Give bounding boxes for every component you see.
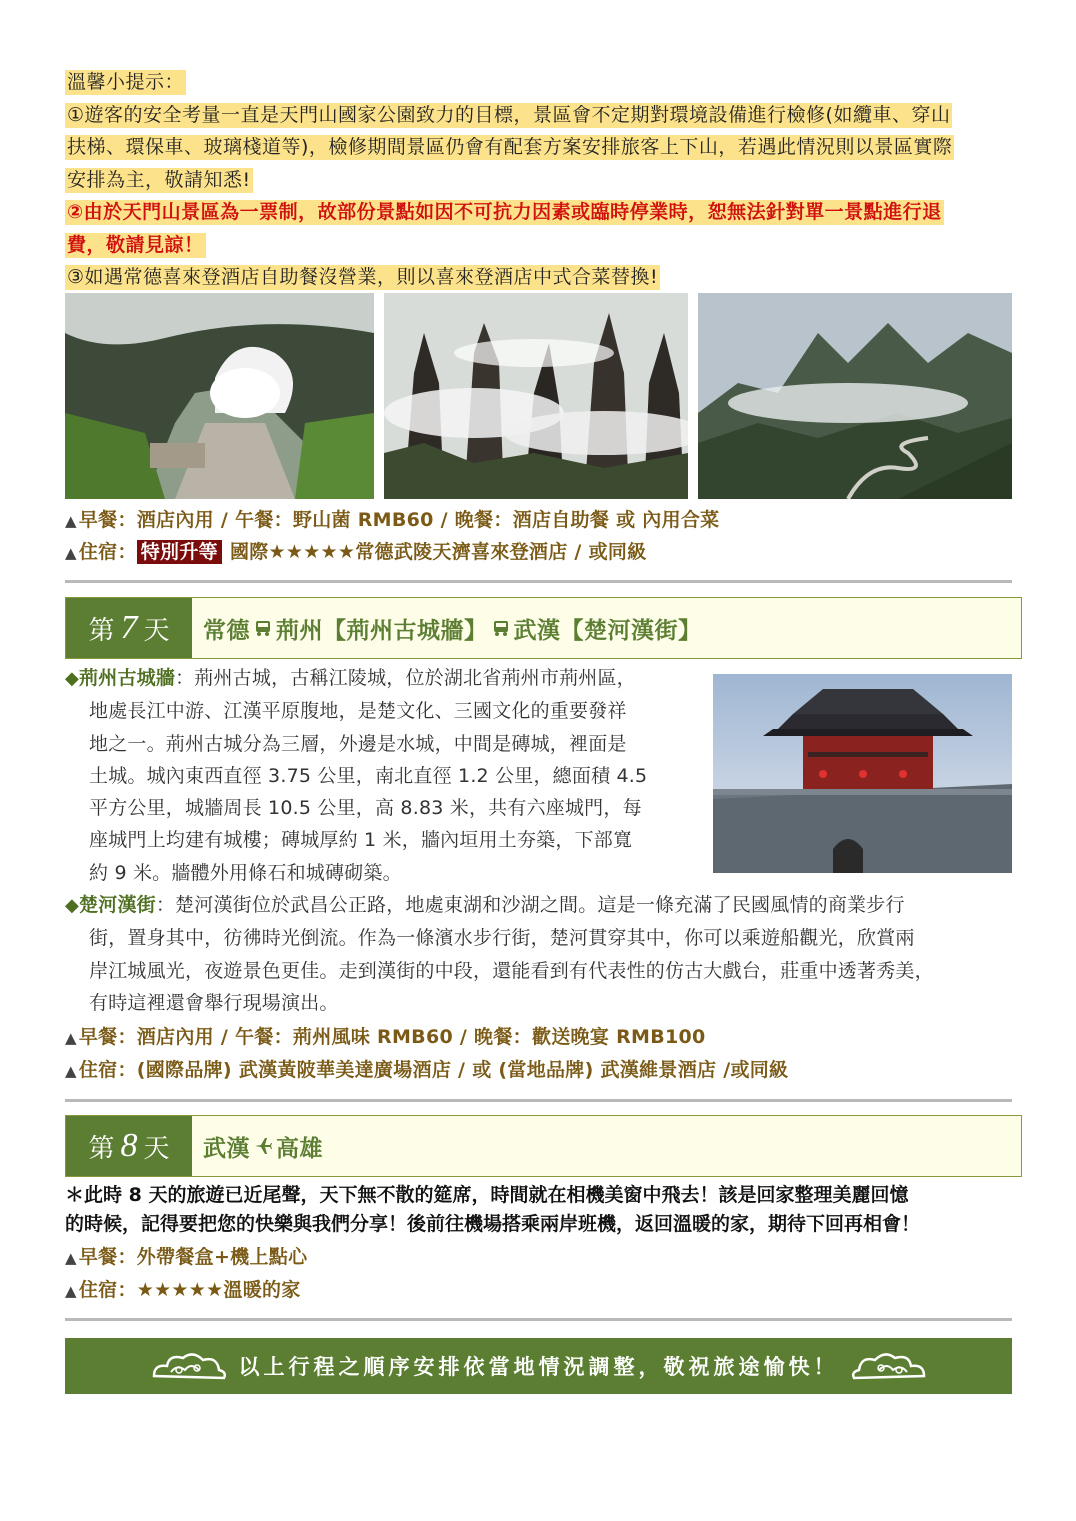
day8-title: 武漢 高雄: [203, 1135, 323, 1162]
upgrade-badge: 特別升等: [137, 540, 222, 564]
day8-meal: ▲ 早餐：外帶餐盒+機上點心: [65, 1246, 308, 1268]
day6-meal: ▲ 早餐：酒店內用 / 午餐：野山菌 RMB60 / 晚餐：酒店自助餐 或 內用合菜: [65, 509, 720, 531]
closing-banner: [65, 1338, 1012, 1394]
bus-icon: [492, 619, 510, 637]
jingzhou-wall-description: ◆荊州古城牆：荊州古城，古稱江陵城，位於湖北省荊州市荊州區， 地處長江中游、江漢平原腹地，是楚文化、三國文化的重要發祥 地之一。荊州古城分為三層，外邊是水城，中間是磚城，裡面是 土城。城內東西直徑 3.75 公里，南北直徑 1.2 公里，總面積 4.5 平方公里，城牆周長 10.5 公里，高 8.83 米，共有六座城門，每 座城門上均建有城樓；磚城厚約 1 米，牆內垣用土夯築，下部寬 約 9 米。牆體外用條石和城磚砌築。: [65, 667, 648, 884]
tips-heading: 溫馨小提示：: [67, 71, 185, 93]
day7-lodging: ▲ 住宿：(國際品牌) 武漢黃陂華美達廣場酒店 / 或 (當地品牌) 武漢維景酒店 /或同級: [65, 1059, 789, 1081]
day6-lodging: ▲ 住宿： 特別升等 國際★★★★★常德武陵天濟喜來登酒店 / 或同級: [65, 541, 647, 563]
day8-header: [65, 1115, 1022, 1177]
divider-2: [65, 1099, 1012, 1102]
tip-1-line-1: ①遊客的安全考量一直是天門山國家公園致力的目標，景區會不定期對環境設備進行檢修(如纜車、穿山: [67, 103, 951, 126]
tips-block: [65, 66, 1015, 294]
airplane-icon: [254, 1137, 272, 1155]
day7-header: [65, 597, 1022, 659]
tianmen-photo-row: [65, 293, 1012, 499]
divider-1: [65, 580, 1012, 583]
tip-1-line-3: 安排為主，敬請知悉!: [67, 168, 251, 191]
day8-lodging: ▲ 住宿：★★★★★溫暖的家: [65, 1279, 301, 1301]
tip-1-line-2: 扶梯、環保車、玻璃棧道等)，檢修期間景區仍會有配套方案安排旅客上下山，若遇此情況則以景區實際: [67, 136, 953, 158]
cloud-ornament-icon: [149, 1346, 229, 1386]
tip-2-line-1: ②由於天門山景區為一票制，故部份景點如因不可抗力因素或臨時停業時，恕無法針對單一景點進行退: [67, 201, 942, 223]
closing-banner-text: 以上行程之順序安排依當地情況調整，敬祝旅途愉快！: [238, 1355, 839, 1379]
day7-number-box: 第 7 天: [66, 598, 192, 658]
day8-description: ＊此時 8 天的旅遊已近尾聲，天下無不散的筵席，時間就在相機美窗中飛去！該是回家整理美麗回憶 的時候，記得要把您的快樂與我們分享！後前往機場搭乘兩岸班機，返回溫暖的家，期待下回再相會！: [65, 1184, 921, 1235]
day8-number-box: 第 8 天: [66, 1116, 192, 1176]
day7-title: 常德 荊州【荊州古城牆】 武漢【楚河漢街】: [203, 617, 702, 644]
tip-2-line-2: 費，敬請見諒！: [67, 233, 204, 256]
cloud-ornament-icon: [849, 1346, 929, 1386]
tianmen-cave-photo: [65, 293, 374, 499]
bus-icon: [254, 619, 272, 637]
tip-3: ③如遇常德喜來登酒店自助餐沒營業，則以喜來登酒店中式合菜替換!: [67, 266, 659, 288]
winding-road-photo: [698, 293, 1012, 499]
jingzhou-gate-photo: [713, 674, 1012, 873]
chuhe-street-description: ◆楚河漢街：楚河漢街位於武昌公正路，地處東湖和沙湖之間。這是一條充滿了民國風情的商業步行 街，置身其中，彷彿時光倒流。作為一條濱水步行街，楚河貫穿其中，你可以乘遊船觀光，欣賞兩 岸江城風光，夜遊景色更佳。走到漢街的中段，還能看到有代表性的仿古大戲台，莊重中透著秀美， 有時這裡還會舉行現場演出。: [65, 894, 934, 1014]
misty-peaks-photo: [384, 293, 688, 499]
divider-3: [65, 1318, 1012, 1321]
day7-meal: ▲ 早餐：酒店內用 / 午餐：荊州風味 RMB60 / 晚餐：歡送晚宴 RMB100: [65, 1026, 706, 1048]
